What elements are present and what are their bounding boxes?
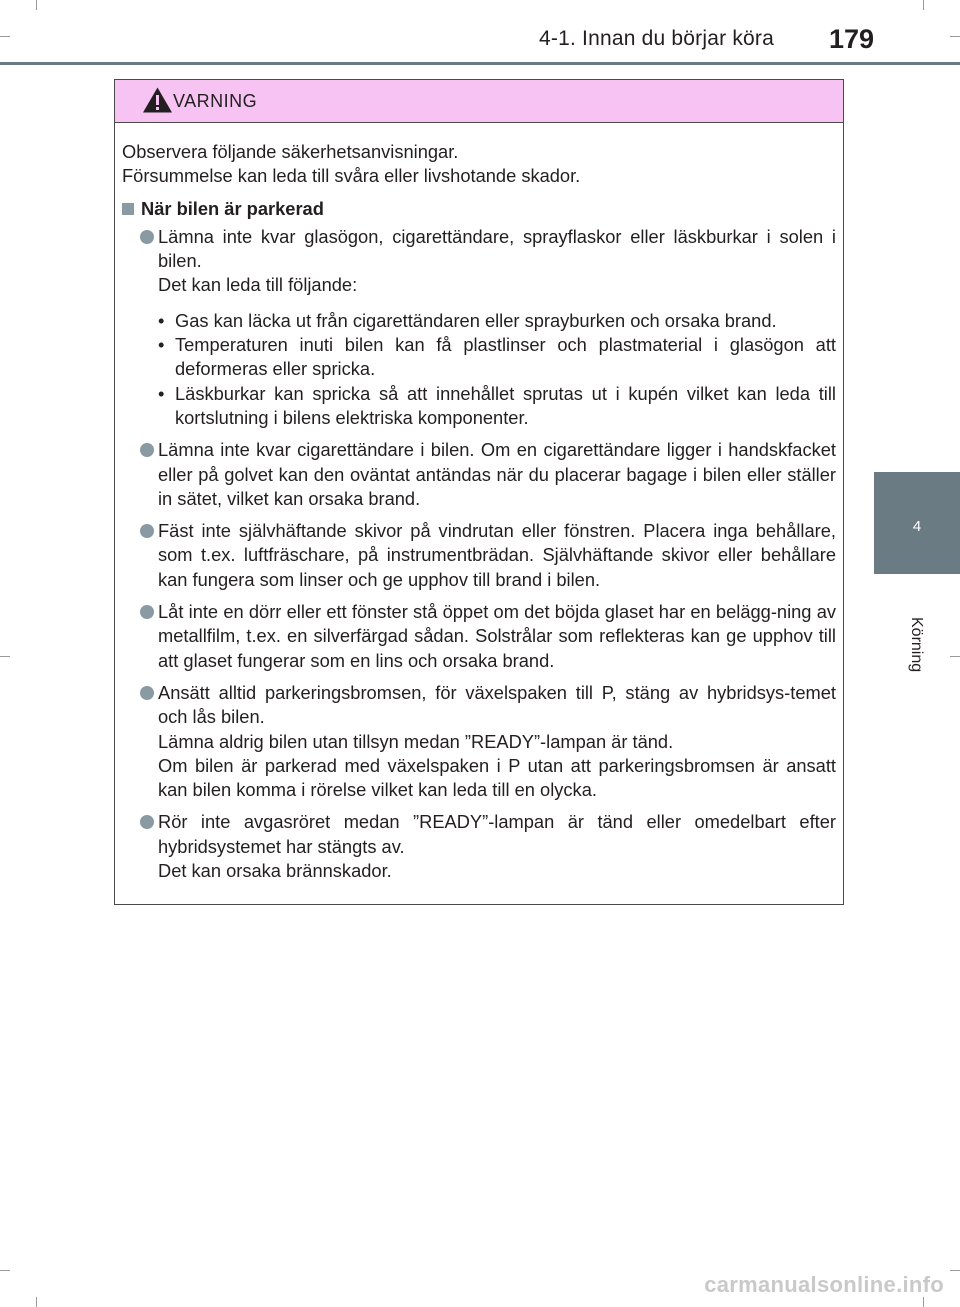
section-heading-text: När bilen är parkerad bbox=[141, 197, 324, 219]
chapter-label: Körning bbox=[908, 617, 925, 673]
circle-bullet-icon bbox=[140, 524, 154, 538]
crop-mark bbox=[0, 1270, 10, 1271]
crop-mark bbox=[950, 36, 960, 37]
header-rule bbox=[0, 62, 960, 65]
warning-item bbox=[122, 519, 836, 592]
section-heading bbox=[122, 197, 836, 221]
circle-bullet-icon bbox=[140, 686, 154, 700]
crop-mark bbox=[950, 656, 960, 657]
chapter-tab bbox=[874, 472, 960, 574]
sub-item bbox=[158, 333, 836, 382]
warning-body bbox=[115, 123, 843, 883]
crop-mark bbox=[36, 0, 37, 10]
warning-header bbox=[115, 80, 843, 123]
item-paragraph: Ansätt alltid parkeringsbromsen, för växelspaken till P, stäng av hybridsys-temet och lås bilen. bbox=[158, 681, 836, 728]
warning-items bbox=[122, 225, 836, 883]
chapter-number: 4 bbox=[912, 518, 922, 535]
dot-bullet-icon: • bbox=[158, 382, 165, 404]
intro-line: Observera följande säkerhetsanvisningar. bbox=[122, 141, 459, 162]
sub-item bbox=[158, 382, 836, 431]
item-paragraph: Fäst inte självhäftande skivor på vindrutan eller fönstren. Placera inga behållare, som t.ex. luftfräschare, på instrumentbrädan. Självhäftande skivor eller behållare kan fungera som linser och ge upphov till brand i bilen. bbox=[158, 520, 836, 590]
sub-item-text: Gas kan läcka ut från cigarettändaren eller sprayburken och orsaka brand. bbox=[175, 309, 777, 331]
warning-item bbox=[122, 438, 836, 511]
warning-title: VARNING bbox=[173, 91, 258, 111]
crop-mark bbox=[923, 1297, 924, 1307]
warning-box bbox=[114, 79, 844, 905]
crop-mark bbox=[0, 656, 10, 657]
circle-bullet-icon bbox=[140, 815, 154, 829]
item-paragraph: Lämna inte kvar glasögon, cigarettändare, sprayflaskor eller läskburkar i solen i bilen. bbox=[158, 225, 836, 272]
crop-mark bbox=[36, 1297, 37, 1307]
sub-item-text: Temperaturen inuti bilen kan få plastlinser och plastmaterial i glasögon att deformeras eller spricka. bbox=[175, 334, 836, 380]
dot-bullet-icon: • bbox=[158, 334, 165, 356]
circle-bullet-icon bbox=[140, 443, 154, 457]
item-paragraph: Om bilen är parkerad med växelspaken i P utan att parkeringsbromsen är ansatt kan bilen komma i rörelse vilket kan leda till en olycka. bbox=[158, 754, 836, 801]
circle-bullet-icon bbox=[140, 230, 154, 244]
item-paragraph: Lämna aldrig bilen utan tillsyn medan ”READY”-lampan är tänd. bbox=[158, 730, 674, 752]
page-number: 179 bbox=[828, 24, 874, 54]
warning-item bbox=[122, 225, 836, 430]
crop-mark bbox=[923, 0, 924, 10]
sub-item-list bbox=[158, 309, 836, 430]
warning-item bbox=[122, 681, 836, 802]
item-paragraph: Rör inte avgasröret medan ”READY”-lampan är tänd eller omedelbart efter hybridsystemet har stängts av. bbox=[158, 811, 836, 857]
crop-mark bbox=[0, 36, 10, 37]
item-paragraph: Det kan orsaka brännskador. bbox=[158, 860, 392, 882]
watermark: carmanualsonline.info bbox=[704, 1272, 944, 1297]
crop-mark bbox=[950, 1270, 960, 1271]
dot-bullet-icon: • bbox=[158, 309, 165, 331]
warning-item bbox=[122, 600, 836, 673]
circle-bullet-icon bbox=[140, 605, 154, 619]
item-paragraph: Lämna inte kvar cigarettändare i bilen. Om en cigarettändare ligger i handskfacket eller på golvet kan den oväntat antändas när du placerar bagage i bilen eller ställer in sätet, vilket kan orsaka brand. bbox=[158, 439, 836, 509]
intro-line: Försummelse kan leda till svåra eller livshotande skador. bbox=[122, 165, 581, 187]
warning-triangle-icon bbox=[142, 86, 173, 114]
section-title: 4-1. Innan du börjar köra bbox=[539, 27, 774, 50]
item-paragraph: Det kan leda till följande: bbox=[158, 274, 358, 296]
square-bullet-icon bbox=[122, 203, 134, 215]
warning-item bbox=[122, 810, 836, 883]
sub-item bbox=[158, 309, 836, 333]
sub-item-text: Läskburkar kan spricka så att innehållet sprutas ut i kupén vilket kan leda till kortslutning i bilens elektriska komponenter. bbox=[175, 382, 836, 428]
item-paragraph: Låt inte en dörr eller ett fönster stå öppet om det böjda glaset har en belägg-ning av metallfilm, t.ex. en silverfärgad sådan. Solstrålar som reflekteras kan ge upphov till att glaset fungerar som en lins och orsaka brand. bbox=[158, 601, 836, 671]
